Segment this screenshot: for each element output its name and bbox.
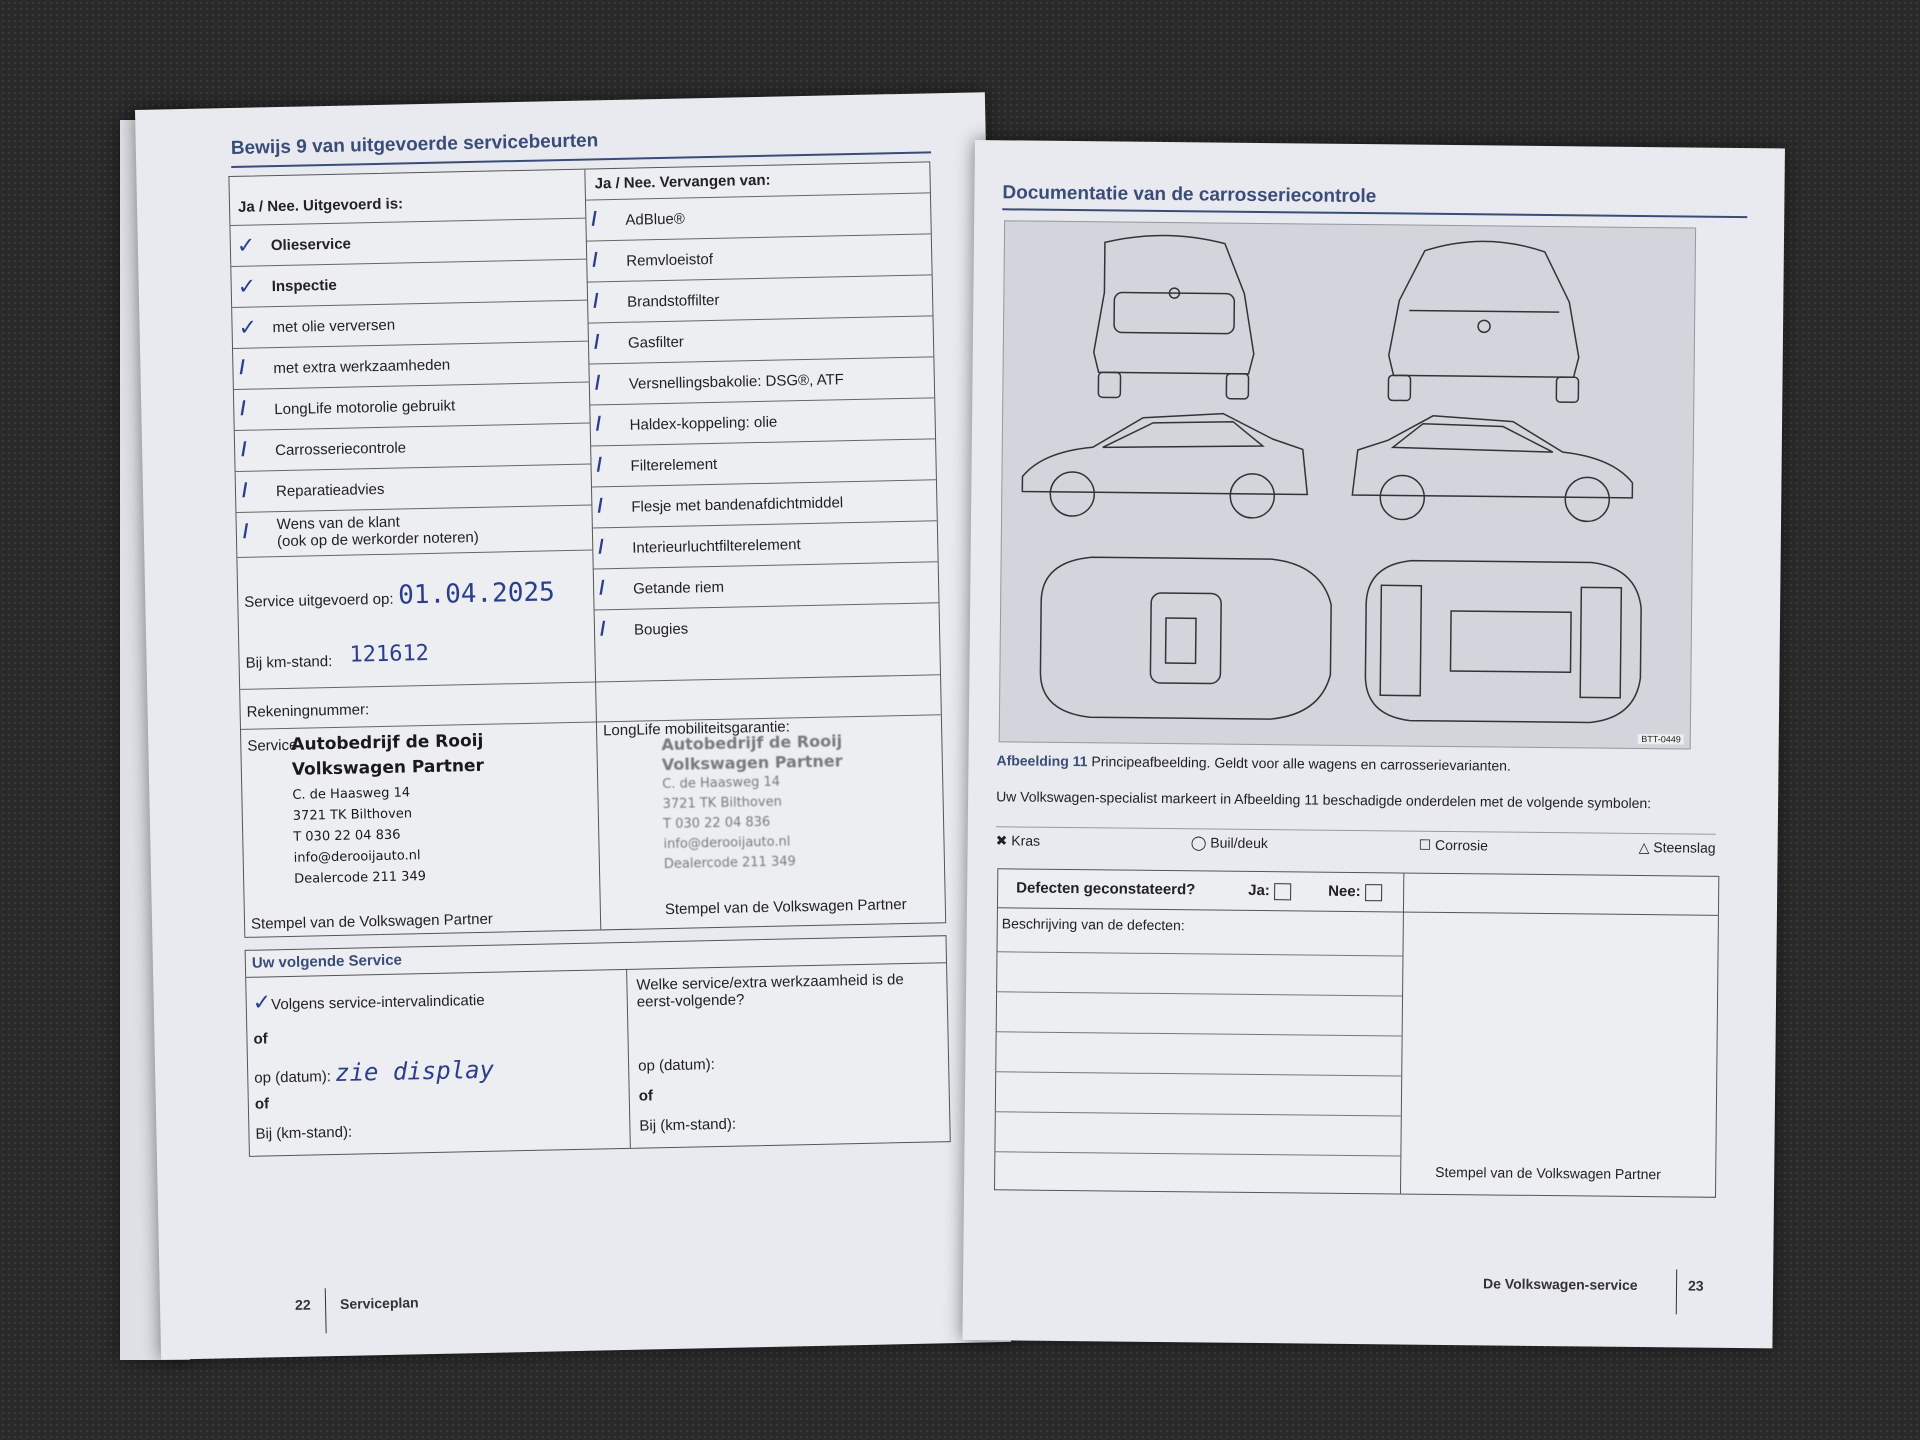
next-service-divider [626,969,631,1148]
col2-item[interactable] [594,602,940,651]
figure-label: Afbeelding 11 [996,752,1088,770]
km-row [239,630,595,687]
check-icon: ✓ [252,990,272,1016]
no-checkbox[interactable] [1365,884,1382,901]
slash-icon: / [594,372,601,395]
col1-item-label: Reparatieadvies [275,480,385,501]
defect-line[interactable] [997,951,1402,956]
defects-lines [998,869,1718,877]
col1-item[interactable] [236,505,592,554]
car-side-view-left [1022,412,1308,519]
defect-line[interactable] [997,1031,1402,1036]
legend-item: ✖ Kras [995,832,1041,849]
check-icon: ✓ [238,315,258,341]
stamp-city: 3721 TK Bilthoven [292,806,413,824]
check-icon: ✓ [237,274,257,300]
stamp-area [241,714,945,938]
slash-icon: / [242,520,249,543]
next-service-box [245,935,951,1157]
col2-item-label: Bougies [633,620,689,639]
slash-icon: / [240,397,247,420]
yes-checkbox[interactable] [1274,883,1291,900]
slash-icon: / [591,208,598,231]
car-underbody-view [1365,560,1642,723]
stamp-name: Autobedrijf de Rooij [291,730,484,755]
service-date-row [237,550,594,638]
defects-header-rule [998,907,1718,916]
service-table [228,161,946,938]
defects-description-label: Beschrijving van de defecten: [1001,915,1185,934]
col2-item-label: Versnellingsbakolie: DSG®, ATF [628,371,845,393]
legend-item: ☐ Corrosie [1418,836,1489,854]
of-label-2: of [254,1095,270,1113]
left-page-section: Serviceplan [339,1294,419,1312]
car-top-view [1040,557,1332,720]
col1-item-label: met extra werkzaamheden [273,356,451,378]
right-page-section: De Volkswagen-service [1482,1275,1638,1294]
col2-header: Ja / Nee. Vervangen van: [594,171,771,193]
col1-item-label: LongLife motorolie gebruikt [274,397,456,419]
col2-item-label: Flesje met bandenafdichtmiddel [631,494,844,516]
defects-yes[interactable] [1248,882,1294,900]
service-label: Service [247,736,298,755]
defects-divider [1400,874,1404,1194]
stamp-dealer: Dealercode 211 349 [293,869,427,887]
stamp-partner: Volkswagen Partner [291,755,485,780]
faded-stamp-city: 3721 TK Bilthoven [662,794,782,813]
footer-divider-right [1676,1269,1677,1314]
col1-item-label: Olieservice [270,235,352,255]
slash-icon: / [593,331,600,354]
slash-icon: / [598,536,605,559]
next-service-title: Uw volgende Service [251,951,403,972]
figure-code: BTT-0449 [1638,734,1684,744]
legend-item: ◯ Buil/deuk [1190,834,1269,852]
col2-item-label: Getande riem [632,578,725,598]
col1-item-label: met olie verversen [272,316,396,337]
service-date-label: Service uitgevoerd op: [244,590,394,611]
stamp-caption-left: Stempel van de Volkswagen Partner [250,910,494,933]
faded-stamp-phone: T 030 22 04 836 [662,814,771,833]
instruction-text: Uw Volkswagen-specialist markeert in Afbeelding 11 beschadigde onderdelen met de volgende symbolen: [996,788,1652,812]
legend-item: △ Steenslag [1638,838,1716,856]
right-title-rule [1002,208,1747,218]
bij-km-right: Bij (km-stand): [639,1115,737,1135]
slash-icon: / [592,290,599,313]
col1-item-label: Inspectie [271,276,337,296]
col1-item-sublabel: (ook op de werkorder noteren) [276,528,479,551]
col2-item-label: Gasfilter [627,333,685,352]
defects-no[interactable] [1328,883,1385,901]
col2-item-label: Brandstoffilter [626,291,720,311]
slash-icon: / [596,454,603,477]
km-value[interactable]: 121612 [349,640,430,668]
check-icon: ✓ [236,233,256,259]
left-page-title: Bewijs 9 van uitgevoerde servicebeurten [230,130,599,159]
yes-label: Ja: [1248,881,1270,900]
stamp-caption-right: Stempel van de Volkswagen Partner [664,896,907,919]
car-front-view [1388,240,1580,402]
faded-stamp-name: Autobedrijf de Rooij [661,731,843,755]
op-datum-right: op (datum): [637,1056,715,1075]
faded-stamp-partner: Volkswagen Partner [661,751,843,775]
symbol-legend [996,832,1716,857]
car-side-view-right [1352,415,1633,522]
figure-caption-text: Principeafbeelding. Geldt voor alle wagens en carrosserievarianten. [1091,753,1511,774]
right-page [962,140,1785,1348]
faded-stamp-dealer: Dealercode 211 349 [663,854,796,873]
slash-icon: / [592,249,599,272]
longlife-label: LongLife mobiliteitsgarantie: [602,718,791,740]
car-drawings [1000,221,1695,748]
slash-icon: / [241,479,248,502]
no-label: Nee: [1328,882,1361,901]
stamp-street: C. de Haasweg 14 [292,785,411,803]
hand-note[interactable]: zie display [334,1055,495,1088]
of-label-1: of [253,1030,268,1048]
welke-question: Welke service/extra werkzaamheid is de eerst-volgende? [636,971,904,1011]
defects-question: Defecten geconstateerd? [1016,879,1196,899]
faded-stamp-email: info@derooijauto.nl [663,834,791,853]
left-page-number: 22 [294,1296,311,1313]
car-rear-view [1093,235,1255,399]
footer-divider-left [325,1288,327,1333]
col2-item-label: Interieurluchtfilterelement [632,536,801,557]
defects-table [994,868,1719,1198]
right-page-number: 23 [1687,1277,1704,1294]
defect-line[interactable] [996,1111,1401,1116]
figure-caption [996,752,1511,773]
faded-dealer-stamp [661,731,845,875]
col1-header: Ja / Nee. Uitgevoerd is: [237,195,404,216]
slash-icon: / [239,356,246,379]
interval-option[interactable] [252,986,484,1016]
col1-item-label: Wens van de klant [276,513,401,534]
slash-icon: / [599,618,606,641]
service-date-value[interactable]: 01.04.2025 [397,577,556,611]
interval-label: Volgens service-intervalindicatie [271,991,485,1014]
car-diagram [999,220,1696,749]
slash-icon: / [597,495,604,518]
slash-icon: / [595,413,602,436]
slash-icon: / [598,577,605,600]
right-page-title: Documentatie van de carrosseriecontrole [1002,182,1377,208]
right-stamp-caption: Stempel van de Volkswagen Partner [1435,1163,1661,1183]
stamp-phone: T 030 22 04 836 [293,827,401,845]
op-datum-label: op (datum): [254,1068,332,1087]
km-label: Bij km-stand: [245,652,333,672]
defect-line[interactable] [996,1071,1401,1076]
col2-item-label: Haldex-koppeling: olie [629,413,778,434]
dealer-stamp [291,731,486,890]
invoice-label: Rekeningnummer: [246,701,370,721]
defect-line[interactable] [995,1151,1400,1156]
col2-item-label: AdBlue® [625,210,686,229]
of-label-3: of [638,1087,654,1105]
slash-icon: / [240,438,247,461]
faded-stamp-street: C. de Haasweg 14 [662,774,781,793]
defect-line[interactable] [997,991,1402,996]
col2-item-label: Filterelement [630,455,718,475]
op-datum-left [254,1056,494,1089]
stamp-email: info@derooijauto.nl [293,848,421,866]
col2-item-label: Remvloeistof [626,250,714,270]
col1-item-label: Carrosseriecontrole [274,439,407,460]
left-page [135,92,1011,1360]
bij-km-left: Bij (km-stand): [255,1123,353,1143]
